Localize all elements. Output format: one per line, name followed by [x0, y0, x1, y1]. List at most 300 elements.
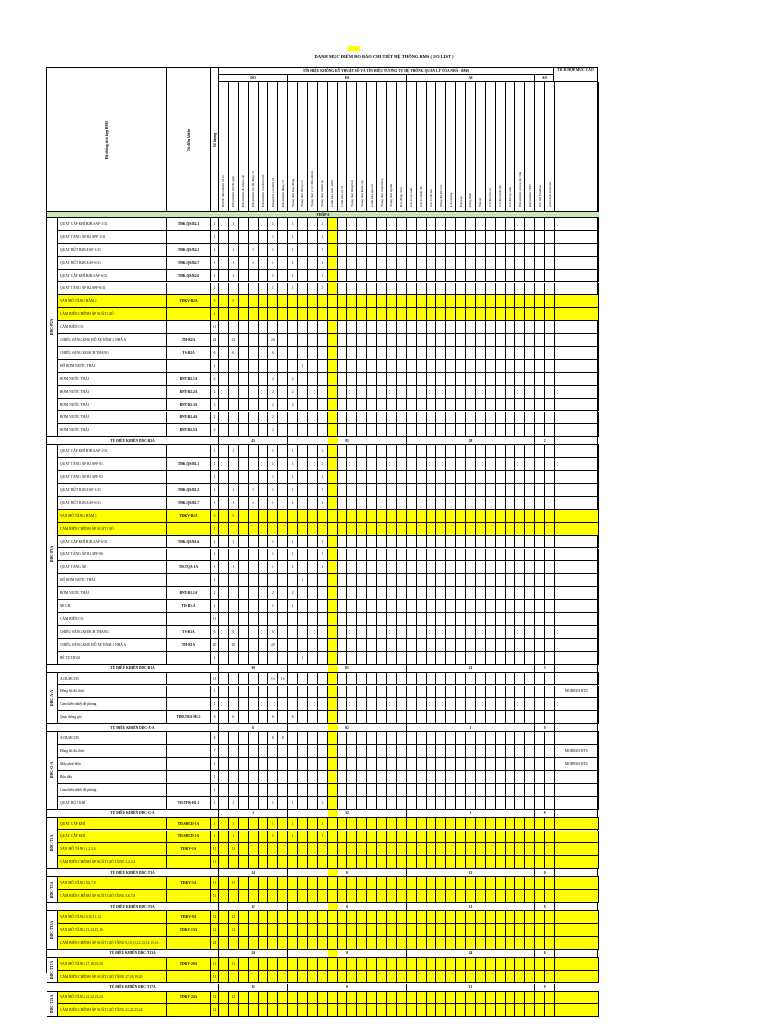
point-cell [219, 574, 229, 586]
point-cell [486, 218, 496, 230]
quantity-value: 1 [211, 283, 219, 295]
point-cell [535, 231, 545, 243]
point-cell [308, 937, 318, 949]
point-cell [249, 911, 259, 923]
point-cell [229, 523, 239, 535]
section-group-label [47, 218, 58, 437]
point-cell [259, 600, 269, 612]
integration-cell [555, 218, 599, 230]
point-cell [338, 711, 348, 723]
point-cell [357, 698, 367, 710]
point-cell [387, 574, 397, 586]
table-row [47, 561, 599, 574]
point-cell [476, 745, 486, 757]
point-cell [268, 686, 278, 698]
point-cell [486, 321, 496, 333]
point-cell [259, 536, 269, 548]
point-cell [259, 818, 269, 830]
subtotal-ai: 11 [407, 903, 535, 910]
point-cell [515, 347, 525, 359]
point-cell [496, 308, 506, 320]
point-cell [456, 745, 466, 757]
point-cell [249, 231, 259, 243]
point-cell [486, 536, 496, 548]
point-cell [367, 613, 377, 625]
point-cell [229, 890, 239, 902]
point-cell [407, 386, 417, 398]
point-cell [515, 321, 525, 333]
device-name: ACB,MCCB [58, 673, 167, 685]
point-cell [486, 937, 496, 949]
point-cell [377, 686, 387, 698]
point-cell [446, 561, 456, 573]
point-cell [268, 295, 278, 307]
point-cell [506, 334, 516, 346]
point-cell [278, 458, 288, 470]
point-cell [446, 510, 456, 522]
point-cell: 2 [288, 386, 298, 398]
point-cell: 1 [318, 445, 328, 457]
point-cell: 1 [249, 257, 259, 269]
table-row [47, 510, 599, 523]
point-cell [486, 458, 496, 470]
point-cell [407, 758, 417, 770]
point-cell [239, 613, 249, 625]
point-cell [446, 937, 456, 949]
point-cell [545, 626, 555, 638]
point-cell [506, 360, 516, 372]
point-cell: 1 [298, 360, 308, 372]
point-cell [318, 771, 328, 783]
point-cell [367, 771, 377, 783]
point-cell [328, 484, 338, 496]
point-cell [288, 924, 298, 936]
point-column-label: Giao thức BACnet [547, 181, 552, 207]
point-cell [417, 626, 427, 638]
point-cell [387, 626, 397, 638]
point-cell [535, 856, 545, 868]
point-cell [506, 958, 516, 970]
point-cell [496, 536, 506, 548]
point-cell [525, 561, 535, 573]
point-cell [446, 890, 456, 902]
panel-code [167, 652, 211, 664]
point-cell [268, 523, 278, 535]
point-cell [239, 334, 249, 346]
point-cell [525, 600, 535, 612]
point-cell [476, 992, 486, 1004]
point-cell [407, 347, 417, 359]
point-cell [367, 911, 377, 923]
point-cell [259, 639, 269, 651]
point-cell [446, 321, 456, 333]
point-cell [535, 295, 545, 307]
point-cell [239, 321, 249, 333]
table-row [47, 295, 599, 308]
point-cell [417, 218, 427, 230]
point-cell [417, 549, 427, 561]
point-cell [328, 818, 338, 830]
point-cell [219, 231, 229, 243]
point-cell [456, 626, 466, 638]
point-cell [525, 639, 535, 651]
point-cell [328, 270, 338, 282]
point-cell [377, 244, 387, 256]
point-cell [456, 587, 466, 599]
point-cell [506, 523, 516, 535]
point-cell [357, 587, 367, 599]
panel-code: TĐKV-13A [167, 924, 211, 936]
subtotal-label: TỦ ĐIỀU KHIỂN DDC-G-A [47, 810, 219, 817]
point-cell: 2 [268, 587, 278, 599]
point-cell [535, 639, 545, 651]
point-cell [328, 386, 338, 398]
point-cell [249, 971, 259, 983]
point-cell [446, 424, 456, 436]
point-cell [545, 937, 555, 949]
point-cell: 1 [288, 497, 298, 509]
point-cell [506, 510, 516, 522]
panel-code: TĐK.QS/B2.2 [167, 244, 211, 256]
point-cell [308, 673, 318, 685]
device-name: CẢM BIẾN CO [58, 321, 167, 333]
point-cell [545, 484, 555, 496]
point-cell [387, 600, 397, 612]
device-name: QUẠT TĂNG ÁP B1.SPF-06 [58, 549, 167, 561]
point-cell [407, 510, 417, 522]
point-cell [308, 771, 318, 783]
integration-cell [555, 497, 599, 509]
point-cell [417, 958, 427, 970]
point-cell [476, 797, 486, 809]
integration-cell [555, 600, 599, 612]
point-cell [387, 818, 397, 830]
table-row [47, 911, 599, 924]
point-cell [377, 497, 387, 509]
point-cell [249, 652, 259, 664]
point-cell [496, 971, 506, 983]
point-cell [446, 523, 456, 535]
point-cell [347, 673, 357, 685]
point-cell [278, 958, 288, 970]
point-cell [476, 471, 486, 483]
point-cell [496, 587, 506, 599]
point-cell [328, 686, 338, 698]
point-cell: 1 [318, 231, 328, 243]
point-cell [288, 843, 298, 855]
subtotal-ai: 24 [407, 950, 535, 957]
point-cell [397, 270, 407, 282]
point-cell [407, 270, 417, 282]
point-cell [259, 771, 269, 783]
point-cell [249, 856, 259, 868]
point-cell [308, 686, 318, 698]
point-cell: 1 [318, 797, 328, 809]
point-cell [367, 958, 377, 970]
point-cell [239, 924, 249, 936]
point-cell [219, 890, 229, 902]
section-group-text: DDC-A-A [50, 689, 54, 707]
point-cell [535, 890, 545, 902]
point-cell [278, 937, 288, 949]
quantity-value: 12 [211, 911, 219, 923]
point-cell [545, 536, 555, 548]
point-cell [515, 218, 525, 230]
point-column-header [486, 82, 496, 212]
point-cell [486, 484, 496, 496]
quantity-value: 11 [211, 856, 219, 868]
table-row [47, 373, 599, 386]
point-cell [239, 711, 249, 723]
panel-code: TS-B1A [167, 626, 211, 638]
point-cell [446, 283, 456, 295]
subtotal-do: 43 [219, 437, 288, 444]
point-cell [397, 231, 407, 243]
point-cell [446, 758, 456, 770]
point-cell [268, 698, 278, 710]
point-cell: 1 [318, 818, 328, 830]
point-cell [377, 231, 387, 243]
point-cell [427, 295, 437, 307]
point-cell [387, 971, 397, 983]
point-cell [397, 458, 407, 470]
point-cell [328, 732, 338, 744]
device-name: QUẠT CẤP KHÍ B2B.SAF-1/31 [58, 218, 167, 230]
point-cell [446, 587, 456, 599]
point-cell: 1 [268, 797, 278, 809]
point-cell [347, 924, 357, 936]
point-cell [515, 497, 525, 509]
point-cell [525, 711, 535, 723]
point-cell [377, 424, 387, 436]
point-cell [347, 445, 357, 457]
point-cell [357, 877, 367, 889]
quantity-value: 1 [211, 270, 219, 282]
point-cell [427, 877, 437, 889]
point-cell [515, 295, 525, 307]
point-cell [298, 497, 308, 509]
integration-cell [555, 373, 599, 385]
point-cell [318, 758, 328, 770]
point-cell [456, 958, 466, 970]
point-cell [506, 639, 516, 651]
point-cell [456, 445, 466, 457]
point-cell [367, 924, 377, 936]
point-cell [476, 412, 486, 424]
point-cell [515, 686, 525, 698]
integration-cell [555, 877, 599, 889]
point-cell [259, 231, 269, 243]
point-cell [486, 971, 496, 983]
point-cell [456, 373, 466, 385]
integration-cell [555, 399, 599, 411]
point-cell [377, 711, 387, 723]
point-cell [328, 561, 338, 573]
point-cell [436, 471, 446, 483]
point-column-label: Điều khiển động cơ [280, 180, 285, 207]
point-cell [476, 308, 486, 320]
point-cell [308, 412, 318, 424]
point-cell [427, 937, 437, 949]
panel-code [167, 549, 211, 561]
point-cell [239, 784, 249, 796]
point-cell [367, 497, 377, 509]
point-cell [268, 308, 278, 320]
point-cell [476, 673, 486, 685]
point-cell [407, 732, 417, 744]
point-cell [288, 652, 298, 664]
point-cell [259, 698, 269, 710]
point-cell [338, 890, 348, 902]
device-name: BƠM NƯỚC THẢI [58, 424, 167, 436]
point-column-label: Giá trị độ ẩm [428, 189, 433, 207]
point-cell [397, 1004, 407, 1016]
point-cell [288, 992, 298, 1004]
device-name: BỂ TỰ HOẠI [58, 652, 167, 664]
point-cell [417, 818, 427, 830]
table-row [47, 732, 599, 745]
quantity-value: 1 [211, 771, 219, 783]
point-cell [229, 587, 239, 599]
point-cell [525, 937, 535, 949]
point-cell [338, 843, 348, 855]
point-cell [347, 218, 357, 230]
point-cell: 1 [249, 497, 259, 509]
point-cell [239, 523, 249, 535]
point-column-header [219, 82, 229, 212]
device-name: BƠM NƯỚC THẢI [58, 587, 167, 599]
point-cell [535, 257, 545, 269]
point-cell [397, 587, 407, 599]
point-cell [506, 536, 516, 548]
point-cell [486, 856, 496, 868]
point-cell [397, 711, 407, 723]
panel-code: TĐKV-B1A [167, 510, 211, 522]
integration-cell [555, 445, 599, 457]
table-row [47, 626, 599, 639]
point-cell [525, 797, 535, 809]
point-cell: 1 [229, 831, 239, 843]
point-cell [545, 510, 555, 522]
subtotal-row [47, 437, 599, 445]
point-cell [387, 652, 397, 664]
point-cell: 6 [268, 347, 278, 359]
point-cell [229, 283, 239, 295]
subtotal-row [47, 665, 599, 673]
point-cell [308, 890, 318, 902]
point-cell [456, 784, 466, 796]
point-cell [496, 639, 506, 651]
point-cell [535, 321, 545, 333]
point-cell [338, 561, 348, 573]
point-cell [298, 686, 308, 698]
point-cell [535, 445, 545, 457]
point-cell [466, 797, 476, 809]
point-cell [308, 471, 318, 483]
point-cell [347, 937, 357, 949]
point-cell [545, 458, 555, 470]
point-cell [427, 424, 437, 436]
point-cell [506, 911, 516, 923]
panel-code [167, 283, 211, 295]
point-cell [446, 445, 456, 457]
point-cell [496, 732, 506, 744]
point-cell [328, 218, 338, 230]
subtotal-ao: 0 [535, 869, 555, 876]
point-cell: 2 [268, 399, 278, 411]
panel-code [167, 971, 211, 983]
point-cell [525, 613, 535, 625]
point-cell [328, 295, 338, 307]
point-cell [496, 561, 506, 573]
point-cell [525, 877, 535, 889]
point-cell [328, 877, 338, 889]
point-cell [259, 784, 269, 796]
point-cell: 20 [229, 639, 239, 651]
point-cell [476, 924, 486, 936]
point-cell [318, 295, 328, 307]
point-cell [427, 745, 437, 757]
header-label: Hệ thống tích hợp BMS [104, 120, 109, 159]
point-cell [219, 797, 229, 809]
point-cell [427, 924, 437, 936]
table-row [47, 471, 599, 484]
point-cell [357, 231, 367, 243]
point-cell [436, 295, 446, 307]
device-name: QUẠT TĂNG ÁP B2.SPF-6/31 [58, 283, 167, 295]
point-cell [278, 510, 288, 522]
point-cell [367, 445, 377, 457]
point-cell: 1 [288, 218, 298, 230]
point-cell [515, 283, 525, 295]
point-cell [446, 613, 456, 625]
point-cell [456, 257, 466, 269]
point-cell [387, 911, 397, 923]
point-cell [328, 639, 338, 651]
point-cell [506, 295, 516, 307]
point-cell [239, 424, 249, 436]
point-cell [456, 890, 466, 902]
quantity-value: 2 [211, 587, 219, 599]
point-cell [515, 484, 525, 496]
point-cell [338, 308, 348, 320]
integration-cell [555, 890, 599, 902]
point-cell [427, 698, 437, 710]
point-column-label: Điều khiển van điều tiết [260, 174, 265, 207]
point-cell [259, 856, 269, 868]
point-cell [397, 347, 407, 359]
point-cell [397, 745, 407, 757]
point-cell [347, 587, 357, 599]
point-cell [436, 626, 446, 638]
point-cell [219, 818, 229, 830]
point-cell [219, 497, 229, 509]
point-cell [229, 471, 239, 483]
point-cell [407, 458, 417, 470]
point-cell [446, 639, 456, 651]
point-cell [249, 771, 259, 783]
point-cell [318, 373, 328, 385]
point-cell: 6 [229, 711, 239, 723]
point-cell [476, 698, 486, 710]
point-cell: 1 [288, 257, 298, 269]
point-cell [298, 877, 308, 889]
point-cell [525, 911, 535, 923]
subtotal-ao: 0 [535, 810, 555, 817]
point-cell [357, 386, 367, 398]
panel-code: TĐK.QS/B1.6 [167, 536, 211, 548]
point-cell [308, 831, 318, 843]
